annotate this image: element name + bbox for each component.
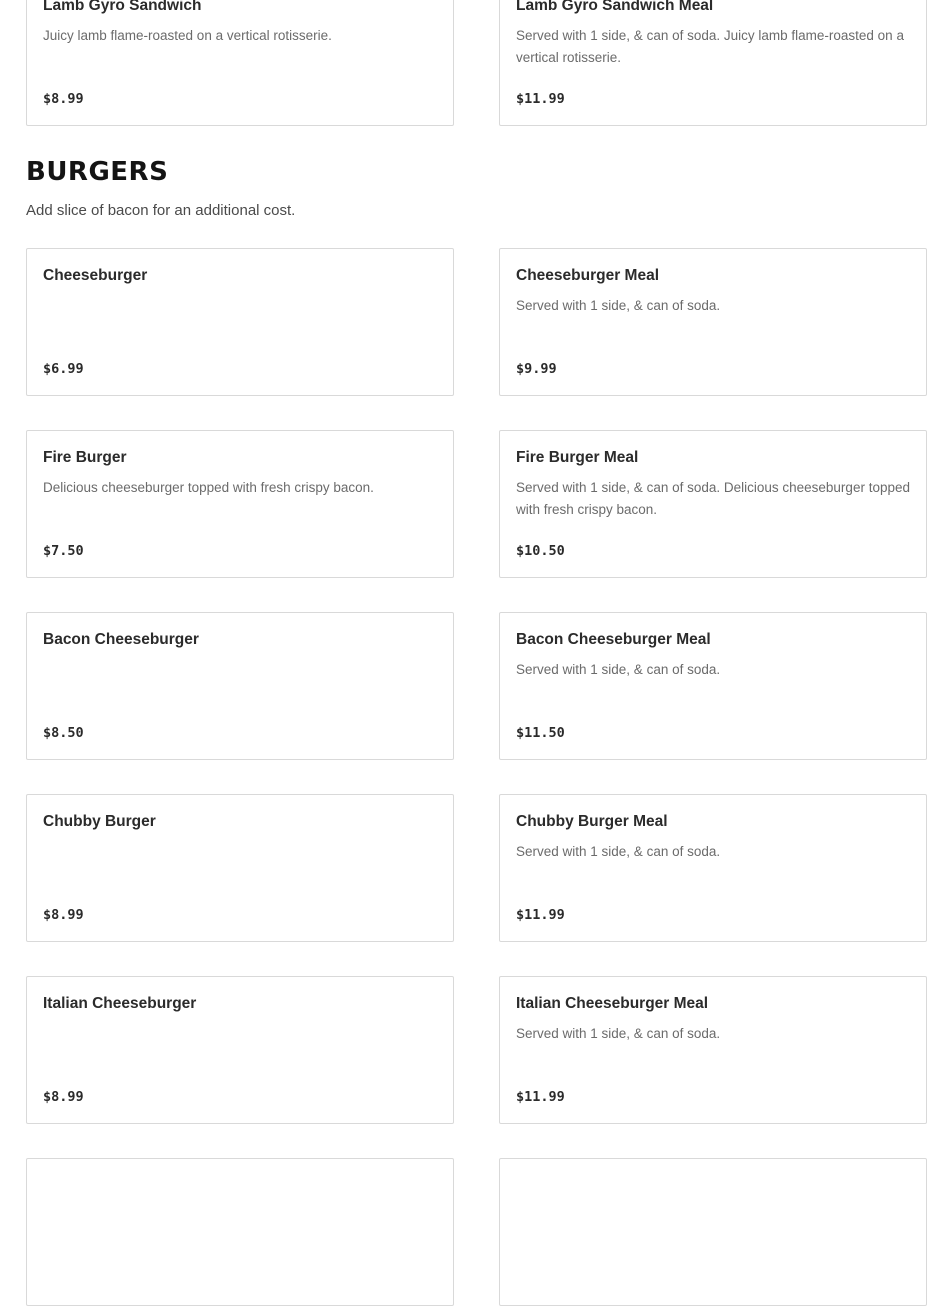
menu-item-price: $8.99: [43, 1089, 84, 1105]
menu-item-card[interactable]: [499, 976, 927, 1124]
menu-item-price: $11.99: [516, 1089, 565, 1105]
menu-item-name: Cheeseburger Meal: [516, 267, 659, 284]
menu-item-card[interactable]: [26, 430, 454, 578]
menu-item-name: Chubby Burger Meal: [516, 813, 668, 830]
menu-item-price: $11.50: [516, 725, 565, 741]
menu-item-card[interactable]: [26, 612, 454, 760]
menu-item-name: Bacon Cheeseburger: [43, 631, 199, 648]
menu-item-card[interactable]: [499, 430, 927, 578]
menu-item-card[interactable]: [499, 612, 927, 760]
menu-item-price: $6.99: [43, 361, 84, 377]
menu-item-card[interactable]: [26, 794, 454, 942]
menu-item-name: Chubby Burger: [43, 813, 156, 830]
menu-item-card[interactable]: [26, 248, 454, 396]
menu-item-card[interactable]: [26, 976, 454, 1124]
menu-item-name: Italian Cheeseburger Meal: [516, 995, 709, 1012]
menu-item-card[interactable]: [499, 0, 927, 126]
menu-item-price: $11.99: [516, 907, 565, 923]
menu-item-description: Juicy lamb flame-roasted on a vertical rotisserie.: [43, 28, 332, 43]
menu-item-price: $8.99: [43, 907, 84, 923]
menu-item-name: Italian Cheeseburger: [43, 995, 197, 1012]
section-description: Add slice of bacon for an additional cost.: [26, 202, 296, 219]
menu-item-description: Served with 1 side, & can of soda. Juicy lamb flame-roasted on a vertical rotisserie.: [516, 28, 904, 65]
menu-item-name: Bacon Cheeseburger Meal: [516, 631, 711, 648]
menu-item-price: $9.99: [516, 361, 557, 377]
menu-item-price: $11.99: [516, 91, 565, 107]
menu-item-card[interactable]: [499, 248, 927, 396]
menu-item-card[interactable]: [26, 1158, 454, 1306]
menu-item-price: $8.50: [43, 725, 84, 741]
menu-item-price: $8.99: [43, 91, 84, 107]
menu-item-description: Served with 1 side, & can of soda.: [516, 844, 721, 859]
menu-item-name: Fire Burger: [43, 449, 127, 466]
menu-item-description: Delicious cheeseburger topped with fresh crispy bacon.: [43, 480, 374, 495]
menu-item-description: Served with 1 side, & can of soda.: [516, 662, 721, 677]
menu-item-name: Lamb Gyro Sandwich Meal: [516, 0, 714, 14]
menu-item-description: Served with 1 side, & can of soda.: [516, 298, 721, 313]
section-title: BURGERS: [26, 157, 169, 187]
menu-item-name: Fire Burger Meal: [516, 449, 639, 466]
menu-item-card[interactable]: [26, 0, 454, 126]
menu-item-name: Lamb Gyro Sandwich: [43, 0, 202, 14]
menu-item-card[interactable]: [499, 1158, 927, 1306]
menu-item-description: Served with 1 side, & can of soda. Delicious cheeseburger topped with fresh crispy bacon.: [516, 480, 910, 517]
menu-item-price: $7.50: [43, 543, 84, 559]
menu-item-name: Cheeseburger: [43, 267, 148, 284]
menu-item-description: Served with 1 side, & can of soda.: [516, 1026, 721, 1041]
menu-item-price: $10.50: [516, 543, 565, 559]
menu-item-card[interactable]: [499, 794, 927, 942]
